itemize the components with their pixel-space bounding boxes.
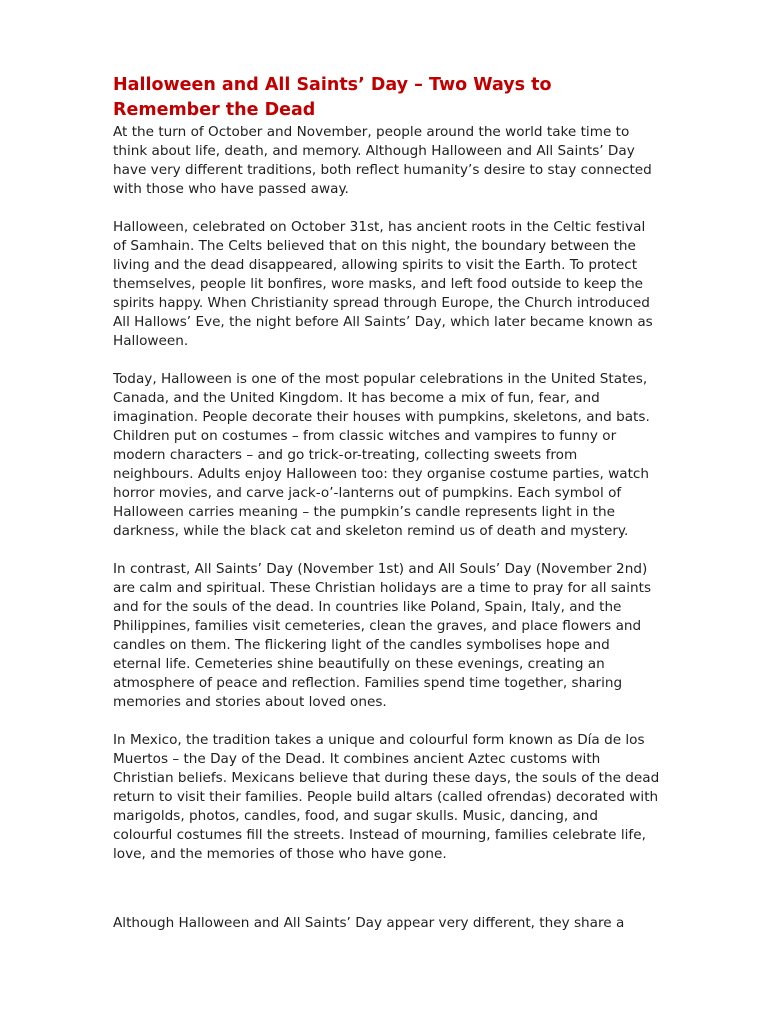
- paragraph-halloween-today: Today, Halloween is one of the most popular celebrations in the United States, Canada, and the United Kingdom. It has become a mix of fun, fear, and imagination. People decorate their houses with pumpkins, skeletons, and bats. Children put on costumes – from classic witches and vampires to funny or modern characters – and go trick-or-treating, collecting sweets from neighbours. Adults enjoy Halloween too: they organise costume parties, watch horror movies, and carve jack-o’-lanterns out of pumpkins. Each symbol of Halloween carries meaning – the pumpkin’s candle represents light in the darkness, while the black cat and skeleton remind us of death and mystery.: [113, 371, 650, 539]
- paragraph-conclusion: Although Halloween and All Saints’ Day appear very different, they share a: [113, 915, 625, 931]
- paragraph-dia-de-los-muertos: In Mexico, the tradition takes a unique and colourful form known as Día de los Muertos – the Day of the Dead. It combines ancient Aztec customs with Christian beliefs. Mexicans believe that during these days, the souls of the dead return to visit their families. People build altars (called ofrendas) decorated with marigolds, photos, candles, food, and sugar skulls. Music, dancing, and colourful costumes fill the streets. Instead of mourning, families celebrate life, love, and the memories of those who have gone.: [113, 732, 660, 862]
- document-page: [113, 73, 661, 952]
- paragraph-halloween-origins: Halloween, celebrated on October 31st, has ancient roots in the Celtic festival of Samhain. The Celts believed that on this night, the boundary between the living and the dead disappeared, allowing spirits to visit the Earth. To protect themselves, people lit bonfires, wore masks, and left food outside to keep the spirits happy. When Christianity spread through Europe, the Church introduced All Hallows’ Eve, the night before All Saints’ Day, which later became known as Halloween.: [113, 219, 653, 349]
- paragraph-intro: At the turn of October and November, people around the world take time to think about life, death, and memory. Although Halloween and All Saints’ Day have very different traditions, both reflect humanity’s desire to stay connected with those who have passed away.: [113, 124, 652, 197]
- document-title: Halloween and All Saints’ Day – Two Ways to Remember the Dead: [113, 75, 552, 120]
- paragraph-all-saints-day: In contrast, All Saints’ Day (November 1st) and All Souls’ Day (November 2nd) are calm and spiritual. These Christian holidays are a time to pray for all saints and for the souls of the dead. In countries like Poland, Spain, Italy, and the Philippines, families visit cemeteries, clean the graves, and place flowers and candles on them. The flickering light of the candles symbolises hope and eternal life. Cemeteries shine beautifully on these evenings, creating an atmosphere of peace and reflection. Families spend time together, sharing memories and stories about loved ones.: [113, 561, 652, 710]
